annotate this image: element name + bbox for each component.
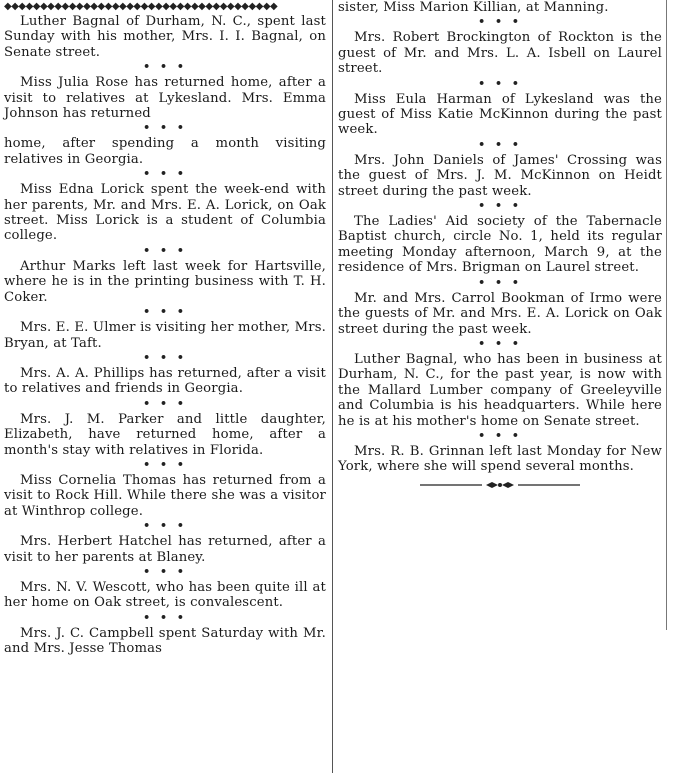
news-item [4, 366, 326, 397]
item-separator: • • • [478, 15, 522, 29]
news-item [4, 259, 326, 305]
news-item [4, 14, 326, 60]
item-separator: • • • [478, 137, 522, 151]
item-separator: • • • [143, 610, 187, 624]
column-divider [332, 0, 333, 773]
news-item [4, 75, 326, 121]
news-item-text: Miss Edna Lorick spent the week-end with her parents, Mr. and Mrs. E. A. Lorick, on Oak street. Miss Lorick is a student of Columbia college. [4, 182, 326, 244]
news-item-text: Miss Eula Harman of Lykesland was the guest of Miss Katie McKinnon during the past week. [338, 91, 662, 138]
news-item-text: Luther Bagnal, who has been in business at Durham, N. C., for the past year, is now with the Mallard Lumber company of Greeleyville and Columbia is his headquarters. While here he is at his mother's home on Senate street. [338, 351, 662, 429]
item-separator: • • • [143, 121, 187, 135]
item-separator: • • • [478, 76, 522, 90]
news-item [4, 182, 326, 244]
item-separator: • • • [143, 396, 187, 410]
news-item-text: Mrs. J. M. Parker and little daughter, Elizabeth, have returned home, after a month's stay with relatives in Florida. [4, 411, 326, 458]
right-column [338, 0, 662, 489]
news-item [338, 444, 662, 475]
news-item-text: Luther Bagnal of Durham, N. C., spent last Sunday with his mother, Mrs. I. I. Bagnal, on Senate street. [4, 14, 326, 60]
news-item-text: Mrs. E. E. Ulmer is visiting her mother, Mrs. Bryan, at Taft. [4, 320, 326, 351]
news-item [4, 473, 326, 519]
item-separator: • • • [143, 305, 187, 319]
news-item-text: Miss Julia Rose has returned home, after a visit to relatives at Lykesland. Mrs. Emma Johnson has returned [4, 75, 326, 122]
news-item [338, 352, 662, 429]
news-item [4, 136, 326, 167]
item-separator: • • • [478, 336, 522, 350]
news-item [4, 626, 326, 657]
news-item [4, 580, 326, 611]
news-item [338, 92, 662, 138]
item-separator: • • • [143, 564, 187, 578]
news-item [338, 30, 662, 76]
item-separator: • • • [478, 199, 522, 213]
news-item-text: Mrs. A. A. Phillips has returned, after a visit to relatives and friends in Georgia. [4, 365, 326, 397]
item-separator: • • • [143, 60, 187, 74]
end-ornament [338, 481, 662, 489]
left-column [4, 0, 326, 657]
news-item-text: Mrs. Robert Brockington of Rockton is the guest of Mr. and Mrs. L. A. Isbell on Laurel street. [338, 30, 662, 77]
item-separator: • • • [143, 350, 187, 364]
item-separator: • • • [143, 457, 187, 471]
news-item-text: Mrs. R. B. Grinnan left last Monday for New York, where she will spend several months. [338, 443, 662, 475]
item-separator: • • • [143, 167, 187, 181]
news-item-text: home, after spending a month visiting relatives in Georgia. [4, 136, 326, 167]
news-item [4, 412, 326, 458]
item-separator: • • • [478, 428, 522, 442]
item-separator: • • • [478, 275, 522, 289]
news-item [338, 291, 662, 337]
news-item [338, 153, 662, 199]
item-separator: • • • [143, 243, 187, 257]
item-separator: • • • [143, 519, 187, 533]
news-item-text: sister, Miss Marion Killian, at Manning. [338, 0, 609, 15]
column-right-border [666, 0, 667, 630]
end-rule-icon [420, 481, 580, 489]
news-item-text: Mrs. John Daniels of James' Crossing was the guest of Mrs. J. M. McKinnon on Heidt street during the past week. [338, 152, 662, 199]
news-item [4, 534, 326, 565]
news-item-text: Mrs. Herbert Hatchel has returned, after a visit to her parents at Blaney. [4, 534, 326, 565]
news-item-text: Mr. and Mrs. Carrol Bookman of Irmo were the guests of Mr. and Mrs. E. A. Lorick on Oak street during the past week. [338, 290, 662, 337]
news-item-text: The Ladies' Aid society of the Tabernacle Baptist church, circle No. 1, held its regular meeting Monday afternoon, March 9, at the residence of Mrs. Brigman on Laurel street. [338, 214, 662, 276]
news-item-text: Miss Cornelia Thomas has returned from a visit to Rock Hill. While there she was a visitor at Winthrop college. [4, 472, 326, 519]
news-item [338, 214, 662, 276]
news-item-text: Mrs. J. C. Campbell spent Saturday with Mr. and Mrs. Jesse Thomas [4, 625, 326, 657]
news-item [4, 320, 326, 351]
news-item [338, 0, 662, 15]
news-item-text: Arthur Marks left last week for Hartsville, where he is in the printing business with T. H. Coker. [4, 258, 326, 305]
news-item-text: Mrs. N. V. Wescott, who has been quite ill at her home on Oak street, is convalescent. [4, 579, 326, 611]
ornament-border: ◆◆◆◆◆◆◆◆◆◆◆◆◆◆◆◆◆◆◆◆◆◆◆◆◆◆◆◆◆◆◆◆◆◆◆◆◆◆ [4, 1, 278, 12]
